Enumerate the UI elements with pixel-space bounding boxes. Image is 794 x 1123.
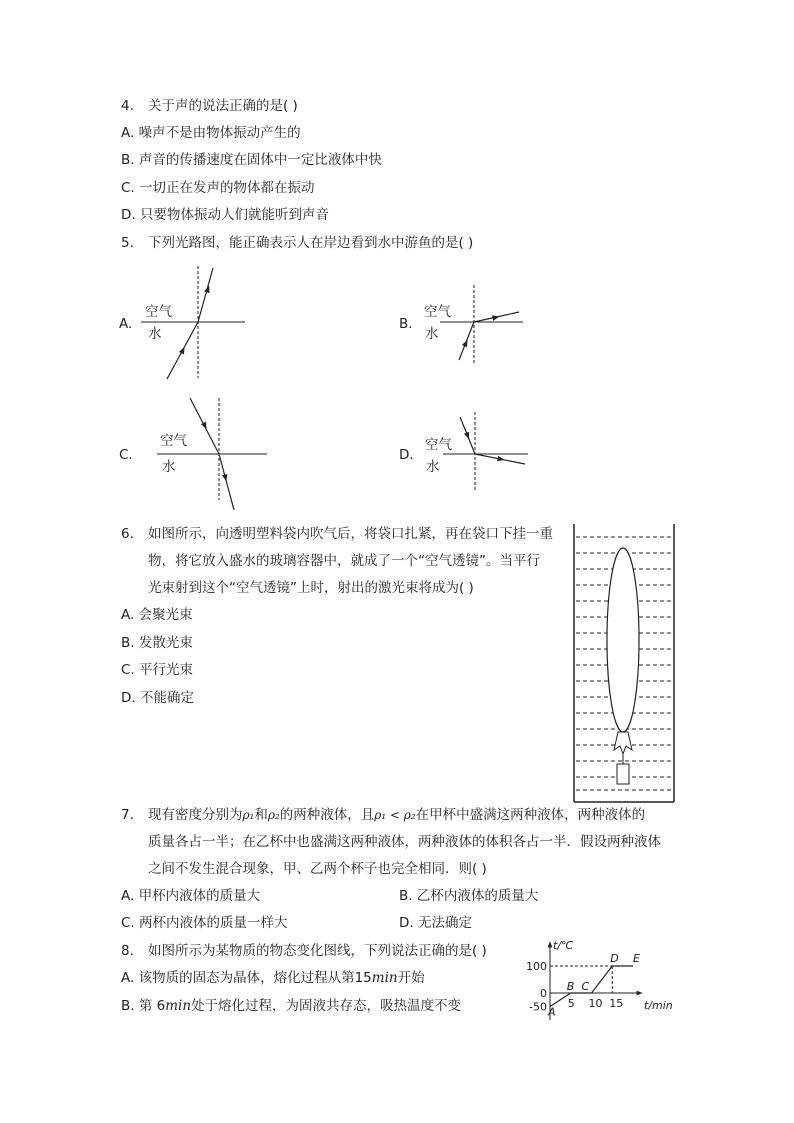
point-label: D bbox=[610, 952, 619, 965]
q5-label-d: D. bbox=[399, 447, 414, 463]
y-tick-label: 0 bbox=[540, 987, 547, 1000]
rho2-symbol: ρ₂ bbox=[267, 808, 280, 822]
air-lens-figure bbox=[570, 522, 678, 804]
q4-option-d: D. 只要物体振动人们就能听到声音 bbox=[121, 207, 329, 223]
q4-option-c: C. 一切正在发声的物体都在振动 bbox=[121, 180, 315, 196]
q6-stem-line2: 物，将它放入盛水的玻璃容器中，就成了一个“空气透镜”。当平行 bbox=[148, 553, 540, 569]
q8-option-b: B. 第 6min处于熔化过程，为固液共存态，吸热温度不变 bbox=[121, 998, 462, 1014]
q5-number: 5. bbox=[121, 235, 134, 251]
weight bbox=[617, 764, 629, 784]
y-axis-label: t/℃ bbox=[553, 939, 574, 952]
water-label: 水 bbox=[426, 459, 440, 475]
q7-option-d: D. 无法确定 bbox=[399, 915, 472, 931]
q8-number: 8. bbox=[121, 943, 134, 959]
point-label: A bbox=[548, 1005, 556, 1019]
q5-label-a: A. bbox=[119, 316, 133, 332]
point-label: C bbox=[581, 980, 590, 993]
q4-stem: 关于声的说法正确的是( ) bbox=[148, 98, 298, 114]
x-axis-label: t/min bbox=[644, 999, 673, 1012]
x-tick-label: 5 bbox=[567, 997, 575, 1010]
q8-option-a: A. 该物质的固态为晶体，熔化过程从第15min开始 bbox=[121, 970, 425, 986]
q5-figure-d bbox=[395, 412, 535, 494]
q6-option-c: C. 平行光束 bbox=[121, 662, 194, 678]
q7-stem-line1: 现有密度分别为ρ₁和ρ₂的两种液体，且ρ₁ < ρ₂在甲杯中盛满这两种液体，两种液体的 bbox=[148, 807, 646, 823]
water-label: 水 bbox=[162, 459, 176, 475]
rho1-symbol: ρ₁ bbox=[242, 808, 255, 822]
point-label: E bbox=[633, 952, 640, 965]
q7-number: 7. bbox=[121, 807, 134, 823]
q6-number: 6. bbox=[121, 526, 134, 542]
q7-stem-line3: 之间不发生混合现象，甲、乙两个杯子也完全相同．则( ) bbox=[148, 861, 487, 877]
air-label: 空气 bbox=[425, 437, 452, 453]
y-tick-label: -50 bbox=[529, 1000, 547, 1014]
q5-figure-c bbox=[115, 396, 275, 514]
q6-option-a: A. 会聚光束 bbox=[121, 607, 193, 623]
bag-knot bbox=[614, 732, 632, 754]
incident-ray bbox=[459, 322, 474, 360]
x-tick-label: 10 bbox=[588, 997, 603, 1010]
refracted-ray bbox=[474, 312, 519, 322]
water-label: 水 bbox=[148, 326, 162, 342]
q5-label-c: C. bbox=[119, 447, 133, 463]
q5-stem: 下列光路图，能正确表示人在岸边看到水中游鱼的是( ) bbox=[148, 235, 474, 251]
q4-option-a: A. 噪声不是由物体振动产生的 bbox=[121, 125, 301, 141]
point-label: B bbox=[566, 980, 575, 993]
curve-segment bbox=[592, 966, 613, 993]
q5-label-b: B. bbox=[399, 316, 413, 332]
density-inequality: ρ₁ < ρ₂ bbox=[374, 808, 416, 822]
air-label: 空气 bbox=[424, 304, 451, 320]
ray-arrow bbox=[498, 459, 501, 460]
q4-number: 4. bbox=[121, 98, 134, 114]
air-label: 空气 bbox=[160, 433, 187, 449]
refracted-ray bbox=[198, 268, 213, 322]
air-bag bbox=[607, 548, 639, 732]
q7-option-b: B. 乙杯内液体的质量大 bbox=[399, 888, 539, 904]
ray-arrow bbox=[225, 476, 226, 478]
y-tick-label: 100 bbox=[526, 960, 547, 973]
q5-figure-a bbox=[115, 262, 265, 384]
ray-arrow bbox=[493, 317, 496, 318]
q5-figure-b bbox=[395, 285, 530, 365]
water-label: 水 bbox=[425, 326, 439, 342]
q7-option-a: A. 甲杯内液体的质量大 bbox=[121, 888, 261, 904]
q6-stem-line3: 光束射到这个“空气透镜”上时，射出的激光束将成为( ) bbox=[148, 580, 474, 596]
x-tick-label: 15 bbox=[609, 997, 624, 1010]
q6-option-d: D. 不能确定 bbox=[121, 690, 194, 706]
refracted-ray bbox=[219, 454, 234, 510]
melting-curve-chart bbox=[520, 936, 680, 1028]
q6-stem-line1: 如图所示，向透明塑料袋内吹气后，将袋口扎紧，再在袋口下挂一重 bbox=[148, 526, 553, 542]
q7-option-c: C. 两杯内液体的质量一样大 bbox=[121, 915, 288, 931]
q8-stem: 如图所示为某物质的物态变化图线，下列说法正确的是( ) bbox=[148, 943, 487, 959]
q7-stem-line2: 质量各占一半；在乙杯中也盛满这两种液体，两种液体的体积各占一半．假设两种液体 bbox=[148, 834, 661, 850]
q6-option-b: B. 发散光束 bbox=[121, 635, 193, 651]
air-label: 空气 bbox=[145, 304, 172, 320]
q4-option-b: B. 声音的传播速度在固体中一定比液体中快 bbox=[121, 152, 382, 168]
